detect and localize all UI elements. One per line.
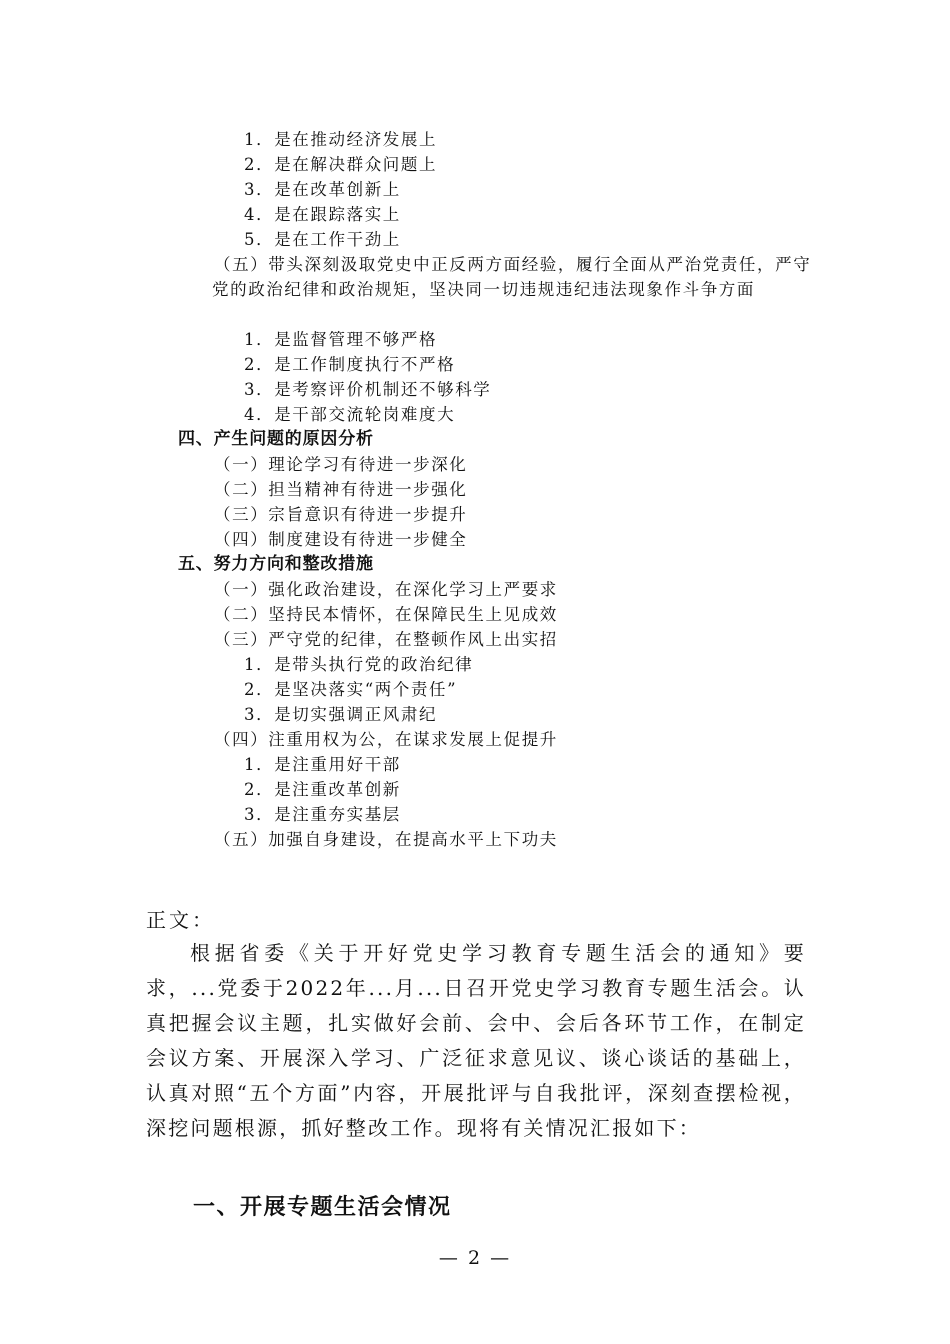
outline-subheading: （五）加强自身建设，在提高水平上下功夫 <box>214 830 558 849</box>
outline-subheading: （三）严守党的纪律，在整顿作风上出实招 <box>214 630 558 649</box>
outline-item: 3．是在改革创新上 <box>244 180 401 199</box>
outline-item: 2．是在解决群众问题上 <box>244 155 438 174</box>
outline-subheading: （一）强化政治建设，在深化学习上严要求 <box>214 580 558 599</box>
page-number: — 2 — <box>438 1247 512 1269</box>
outline-item: 3．是注重夯实基层 <box>244 805 401 824</box>
outline-item: 3．是考察评价机制还不够科学 <box>244 380 492 399</box>
outline-subheading: （二）担当精神有待进一步强化 <box>214 480 468 499</box>
outline-item: 1．是在推动经济发展上 <box>244 130 438 149</box>
outline-subheading: （五）带头深刻汲取党史中正反两方面经验，履行全面从严治党责任，严守党的政治纪律和政治规矩，坚决同一切违规违纪违法现象作斗争方面 <box>212 255 812 299</box>
outline-item: 2．是工作制度执行不严格 <box>244 355 456 374</box>
outline-subheading: （一）理论学习有待进一步深化 <box>214 455 468 474</box>
section-heading: 一、开展专题生活会情况 <box>193 1195 452 1220</box>
outline-item: 2．是注重改革创新 <box>244 780 401 799</box>
outline-section-title: 五、努力方向和整改措施 <box>178 554 374 574</box>
outline-subheading: （四）注重用权为公，在谋求发展上促提升 <box>214 730 558 749</box>
outline-item: 3．是切实强调正风肃纪 <box>244 705 438 724</box>
outline-item: 1．是带头执行党的政治纪律 <box>244 655 474 674</box>
outline-subheading: （三）宗旨意识有待进一步提升 <box>214 505 468 524</box>
outline-section-title: 四、产生问题的原因分析 <box>178 429 374 449</box>
outline-item: 2．是坚决落实“两个责任” <box>244 680 458 699</box>
outline-item: 1．是监督管理不够严格 <box>244 330 438 349</box>
outline-item: 4．是干部交流轮岗难度大 <box>244 405 456 424</box>
outline-item: 4．是在跟踪落实上 <box>244 205 401 224</box>
body-paragraph: 根据省委《关于开好党史学习教育专题生活会的通知》要求，...党委于2022年...月...日召开党史学习教育专题生活会。认真把握会议主题，扎实做好会前、会中、会后各环节工作，在制定会议方案、开展深入学习、广泛征求意见议、谈心谈话的基础上，认真对照“五个方面”内容，开展批评与自我批评，深刻查摆检视，深挖问题根源，抓好整改工作。现将有关情况汇报如下： <box>146 941 806 1140</box>
outline-subheading: （二）坚持民本情怀，在保障民生上见成效 <box>214 605 558 624</box>
outline-item: 1．是注重用好干部 <box>244 755 401 774</box>
outline-subheading: （四）制度建设有待进一步健全 <box>214 530 468 549</box>
outline-item: 5．是在工作干劲上 <box>244 230 401 249</box>
body-label: 正文： <box>146 908 215 932</box>
